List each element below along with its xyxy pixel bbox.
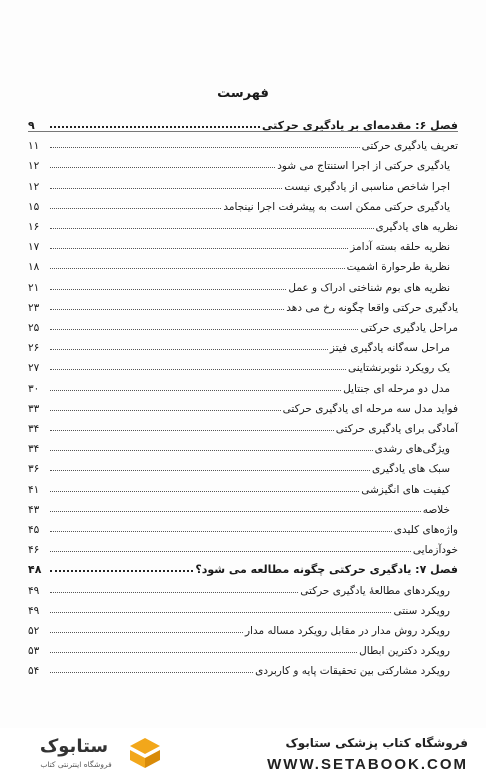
toc-entry-label: خلاصه bbox=[422, 503, 450, 516]
shop-name: فروشگاه کتاب پزشکی ستابوک bbox=[285, 736, 468, 750]
toc-dot-leader bbox=[50, 672, 253, 673]
toc-entry-label: فصل ۷: یادگیری حرکتی چگونه مطالعه می شود؟ bbox=[195, 563, 458, 577]
toc-dot-leader bbox=[50, 349, 328, 350]
toc-page-number: ۴۳ bbox=[28, 503, 40, 516]
toc-dot-leader bbox=[50, 551, 411, 552]
toc-dot-leader bbox=[50, 430, 334, 431]
toc-page-number: ۲۷ bbox=[28, 362, 40, 375]
toc-dot-leader bbox=[50, 369, 346, 370]
toc-entry-row bbox=[28, 435, 458, 455]
toc-entry-row bbox=[28, 213, 458, 233]
toc-page-number: ۱۲ bbox=[28, 180, 40, 193]
toc-entry-row bbox=[28, 657, 458, 677]
toc-entry-row bbox=[28, 334, 458, 354]
toc-entry-row bbox=[28, 173, 458, 193]
toc-dot-leader bbox=[50, 450, 373, 451]
toc-dot-leader bbox=[50, 632, 243, 633]
toc-page-number: ۹ bbox=[28, 119, 35, 132]
toc-page-number: ۱۲ bbox=[28, 160, 40, 173]
toc-dot-leader bbox=[50, 289, 286, 290]
toc-page-number: ۴۹ bbox=[28, 604, 40, 617]
toc-dot-leader bbox=[50, 248, 348, 249]
toc-entry-label: رویکرد روش مدار در مقابل رویکرد مساله مدار bbox=[244, 625, 450, 637]
toc-page-number: ۳۶ bbox=[28, 463, 40, 476]
toc-entry-row bbox=[28, 597, 458, 617]
logo-subtitle: فروشگاه اینترنتی کتاب bbox=[40, 760, 112, 769]
toc-dot-leader bbox=[50, 329, 358, 330]
toc-entry-label: رویکرد مشارکتی بین تحقیقات پایه و کاربردی bbox=[255, 665, 450, 678]
toc-dot-leader bbox=[50, 208, 221, 209]
toc-entry-label: یادگیری حرکتی ممکن است به پیشرفت اجرا نینجامد bbox=[223, 200, 450, 213]
toc-dot-leader bbox=[50, 147, 360, 148]
toc-page-number: ۱۶ bbox=[28, 221, 40, 233]
toc-entry-label: رویکرد سنتی bbox=[393, 604, 450, 617]
toc-dot-leader bbox=[50, 228, 374, 229]
toc-entry-label: یک رویکرد نئوبرنشتاینی bbox=[347, 362, 450, 375]
toc-page-number: ۱۱ bbox=[28, 140, 40, 153]
toc-dot-leader bbox=[50, 491, 359, 492]
toc-entry-label: کیفیت های انگیزشی bbox=[361, 483, 450, 496]
toc-dot-leader bbox=[50, 126, 260, 128]
store-footer bbox=[0, 728, 486, 779]
toc-dot-leader bbox=[50, 470, 370, 471]
toc-chapter-row bbox=[28, 556, 458, 576]
toc-dot-leader bbox=[50, 612, 391, 613]
toc-entry-label: آمادگی برای یادگیری حرکتی bbox=[335, 423, 458, 435]
toc-page-number: ۵۳ bbox=[28, 645, 40, 658]
toc-entry-row bbox=[28, 395, 458, 415]
toc-entry-row bbox=[28, 476, 458, 496]
toc-entry-row bbox=[28, 294, 458, 314]
toc-dot-leader bbox=[50, 390, 341, 391]
toc-entry-label: رویکردهای مطالعهٔ یادگیری حرکتی bbox=[300, 584, 450, 597]
toc-entry-row bbox=[28, 253, 458, 273]
toc-entry-label: ویژگی‌های رشدی bbox=[374, 443, 450, 456]
toc-entry-row bbox=[28, 415, 458, 435]
toc-entry-label: یادگیری حرکتی از اجرا استنتاج می شود bbox=[277, 160, 450, 173]
toc-dot-leader bbox=[50, 167, 275, 168]
toc-entry-row bbox=[28, 637, 458, 657]
toc-dot-leader bbox=[50, 511, 421, 512]
toc-page-number: ۳۴ bbox=[28, 443, 40, 456]
toc-page-number: ۳۴ bbox=[28, 423, 40, 435]
toc-chapter-row bbox=[28, 112, 458, 132]
toc-entry-label: نظریه های بوم شناختی ادراک و عمل bbox=[288, 281, 450, 294]
toc-dot-leader bbox=[50, 570, 193, 572]
toc-entry-label: رویکرد دکترین ابطال bbox=[359, 645, 450, 658]
toc-page-number: ۵۲ bbox=[28, 625, 40, 637]
toc-page-number: ۱۵ bbox=[28, 200, 40, 213]
toc-entry-label: فصل ۶: مقدمه‌ای بر یادگیری حرکتی bbox=[261, 119, 458, 132]
toc-entry-row bbox=[28, 455, 458, 475]
toc-page-number: ۲۶ bbox=[28, 342, 40, 355]
toc-entry-label: سبک های یادگیری bbox=[372, 463, 450, 476]
toc-entry-row bbox=[28, 516, 458, 536]
toc-page-number: ۴۵ bbox=[28, 524, 40, 536]
toc-page-number: ۱۷ bbox=[28, 241, 40, 254]
logo-wordmark: ستابوک bbox=[39, 736, 109, 757]
toc-page-number: ۳۳ bbox=[28, 402, 40, 415]
toc-dot-leader bbox=[50, 652, 357, 653]
toc-entry-label: فواید مدل سه مرحله ای یادگیری حرکتی bbox=[282, 402, 458, 415]
toc-page-number: ۲۵ bbox=[28, 322, 40, 334]
book-logo-icon bbox=[128, 736, 162, 770]
toc-page-number: ۲۳ bbox=[28, 301, 40, 314]
toc-page-number: ۵۴ bbox=[28, 665, 40, 678]
toc-page-number: ۲۱ bbox=[28, 281, 40, 294]
toc-dot-leader bbox=[50, 531, 392, 532]
toc-page-number: ۴۹ bbox=[28, 584, 40, 597]
toc-entry-label: یادگیری حرکتی واقعا چگونه رخ می دهد bbox=[286, 301, 458, 314]
toc-entry-label: مراحل یادگیری حرکتی bbox=[360, 322, 458, 334]
toc-entry-row bbox=[28, 132, 458, 152]
toc-entry-label: اجرا شاخص مناسبی از یادگیری نیست bbox=[284, 180, 450, 193]
toc-dot-leader bbox=[50, 592, 298, 593]
toc-entry-row bbox=[28, 536, 458, 556]
toc-entry-label: نظریه های یادگیری bbox=[375, 221, 458, 233]
page-title: فهرست bbox=[217, 86, 269, 101]
toc-page-number: ۱۸ bbox=[28, 261, 40, 274]
toc-entry-label: واژه‌های کلیدی bbox=[393, 524, 458, 536]
toc-entry-label: مراحل سه‌گانه یادگیری فیتز bbox=[329, 342, 450, 355]
toc-page-number: ۴۶ bbox=[28, 544, 40, 557]
toc-dot-leader bbox=[50, 309, 284, 310]
toc-entry-row bbox=[28, 496, 458, 516]
toc-page-number: ۴۱ bbox=[28, 483, 40, 496]
toc-entry-label: نظریة طرحوارة اشمیت bbox=[346, 261, 450, 274]
toc-page-number: ۳۰ bbox=[28, 382, 40, 395]
toc-entry-row bbox=[28, 193, 458, 213]
toc-entry-row bbox=[28, 274, 458, 294]
toc-entry-label: خودآزمایی bbox=[412, 544, 458, 557]
shop-url[interactable]: WWW.SETABOOK.COM bbox=[267, 756, 468, 773]
toc-entry-row bbox=[28, 375, 458, 395]
toc-entry-row bbox=[28, 617, 458, 637]
toc-dot-leader bbox=[50, 410, 281, 411]
toc-entry-label: مدل دو مرحله ای جنتایل bbox=[343, 382, 450, 395]
toc-entry-label: تعریف یادگیری حرکتی bbox=[361, 140, 458, 153]
toc-entry-row bbox=[28, 577, 458, 597]
toc-dot-leader bbox=[50, 188, 282, 189]
toc-entry-label: نظریه حلقه بسته آدامز bbox=[350, 241, 450, 254]
toc-entry-row bbox=[28, 354, 458, 374]
toc-entry-row bbox=[28, 314, 458, 334]
heading-divider bbox=[28, 131, 458, 132]
toc-dot-leader bbox=[50, 268, 345, 269]
toc-entry-row bbox=[28, 152, 458, 172]
toc-page-number: ۴۸ bbox=[28, 563, 42, 577]
toc-entry-row bbox=[28, 233, 458, 253]
